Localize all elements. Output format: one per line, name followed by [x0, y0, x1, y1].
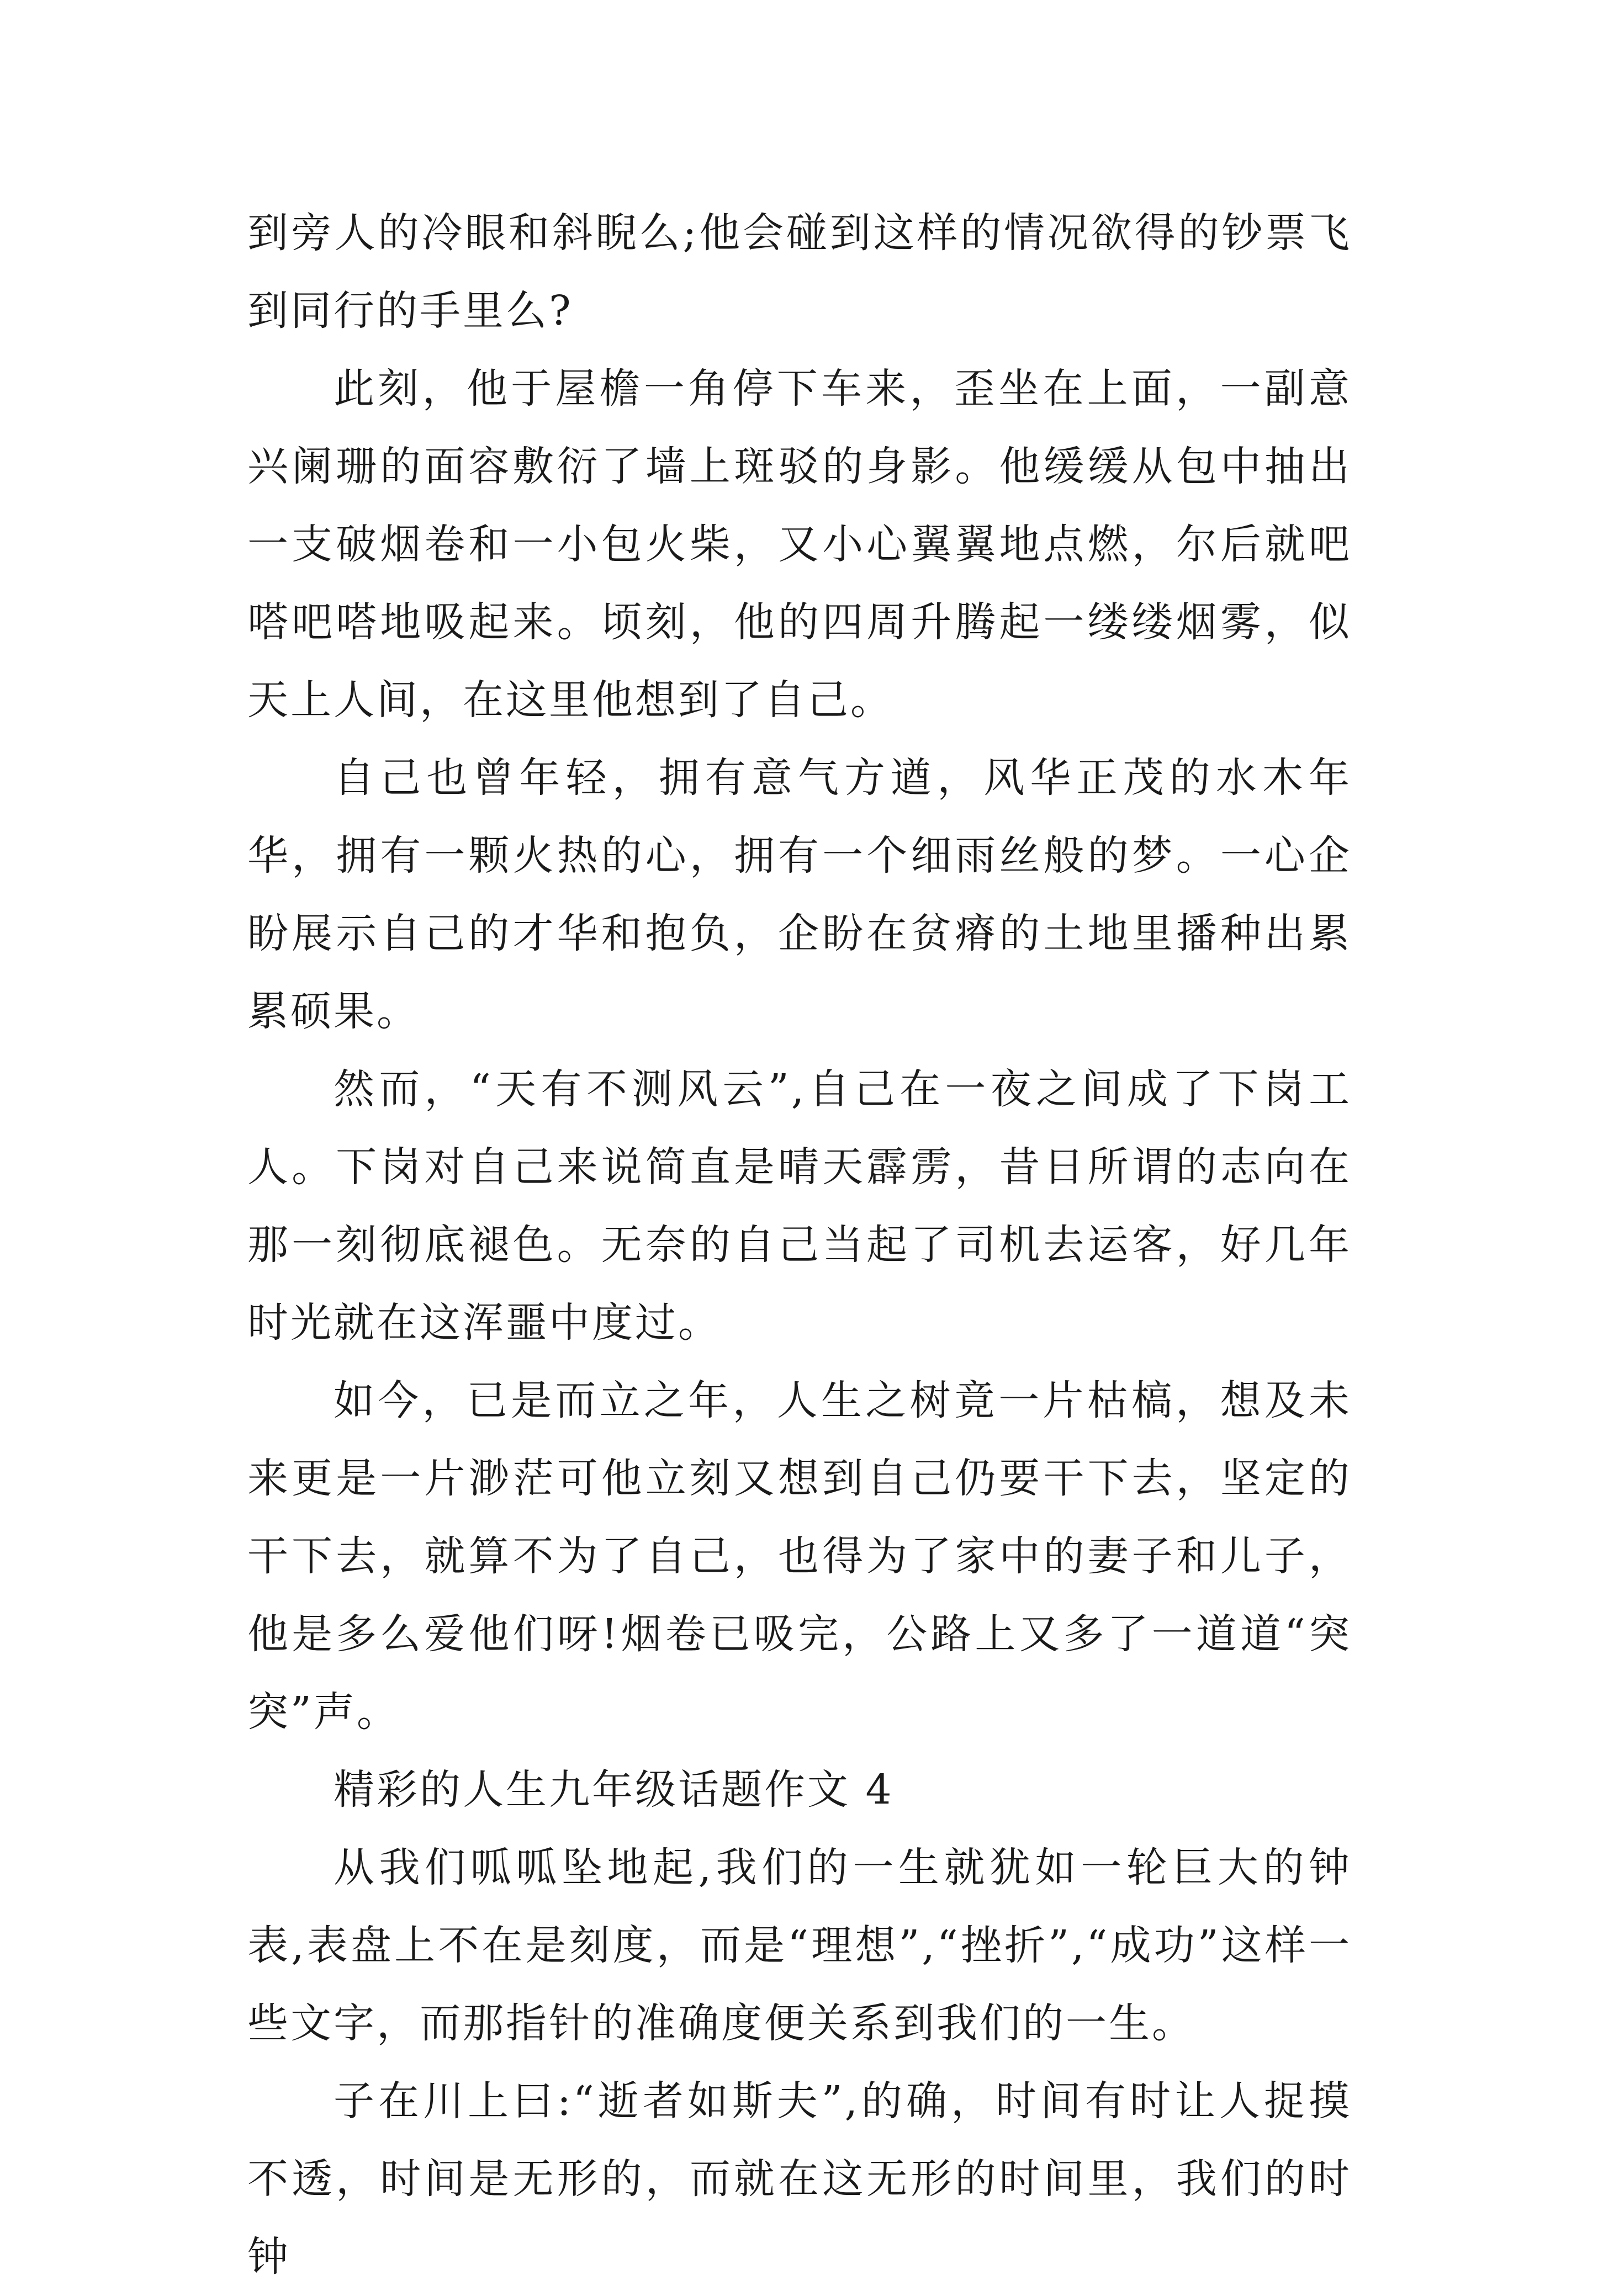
paragraph: 子在川上曰:“逝者如斯夫”,的确，时间有时让人捉摸不透，时间是无形的，而就在这无形的时间里，我们的时钟	[247, 2077, 1352, 2281]
section-heading: 精彩的人生九年级话题作文 4	[334, 1766, 894, 1814]
paragraph-continuation: 到旁人的冷眼和斜睨么;他会碰到这样的情况欲得的钞票飞到同行的手里么?	[247, 209, 1352, 335]
paragraph: 从我们呱呱坠地起,我们的一生就犹如一轮巨大的钟表,表盘上不在是刻度，而是“理想”,“挫折”,“成功”这样一些文字，而那指针的准确度便关系到我们的一生。	[247, 1844, 1352, 2047]
paragraph: 如今，已是而立之年，人生之树竟一片枯槁，想及未来更是一片渺茫可他立刻又想到自己仍要干下去，坚定的干下去，就算不为了自己，也得为了家中的妻子和儿子，他是多么爱他们呀!烟卷已吸完，公路上又多了一道道“突突”声。	[247, 1377, 1352, 1736]
paragraph: 此刻，他于屋檐一角停下车来，歪坐在上面，一副意兴阑珊的面容敷衍了墙上斑驳的身影。他缓缓从包中抽出一支破烟卷和一小包火柴，又小心翼翼地点燃，尔后就吧嗒吧嗒地吸起来。顷刻，他的四周升腾起一缕缕烟雾，似天上人间，在这里他想到了自己。	[247, 365, 1352, 724]
paragraph: 然而，“天有不测风云”,自己在一夜之间成了下岗工人。下岗对自己来说简直是晴天霹雳，昔日所谓的志向在那一刻彻底褪色。无奈的自己当起了司机去运客，好几年时光就在这浑噩中度过。	[247, 1065, 1352, 1346]
paragraph: 自己也曾年轻，拥有意气方遒，风华正茂的水木年华，拥有一颗火热的心，拥有一个细雨丝般的梦。一心企盼展示自己的才华和抱负，企盼在贫瘠的土地里播种出累累硕果。	[247, 754, 1352, 1035]
document-body	[247, 194, 1352, 2296]
